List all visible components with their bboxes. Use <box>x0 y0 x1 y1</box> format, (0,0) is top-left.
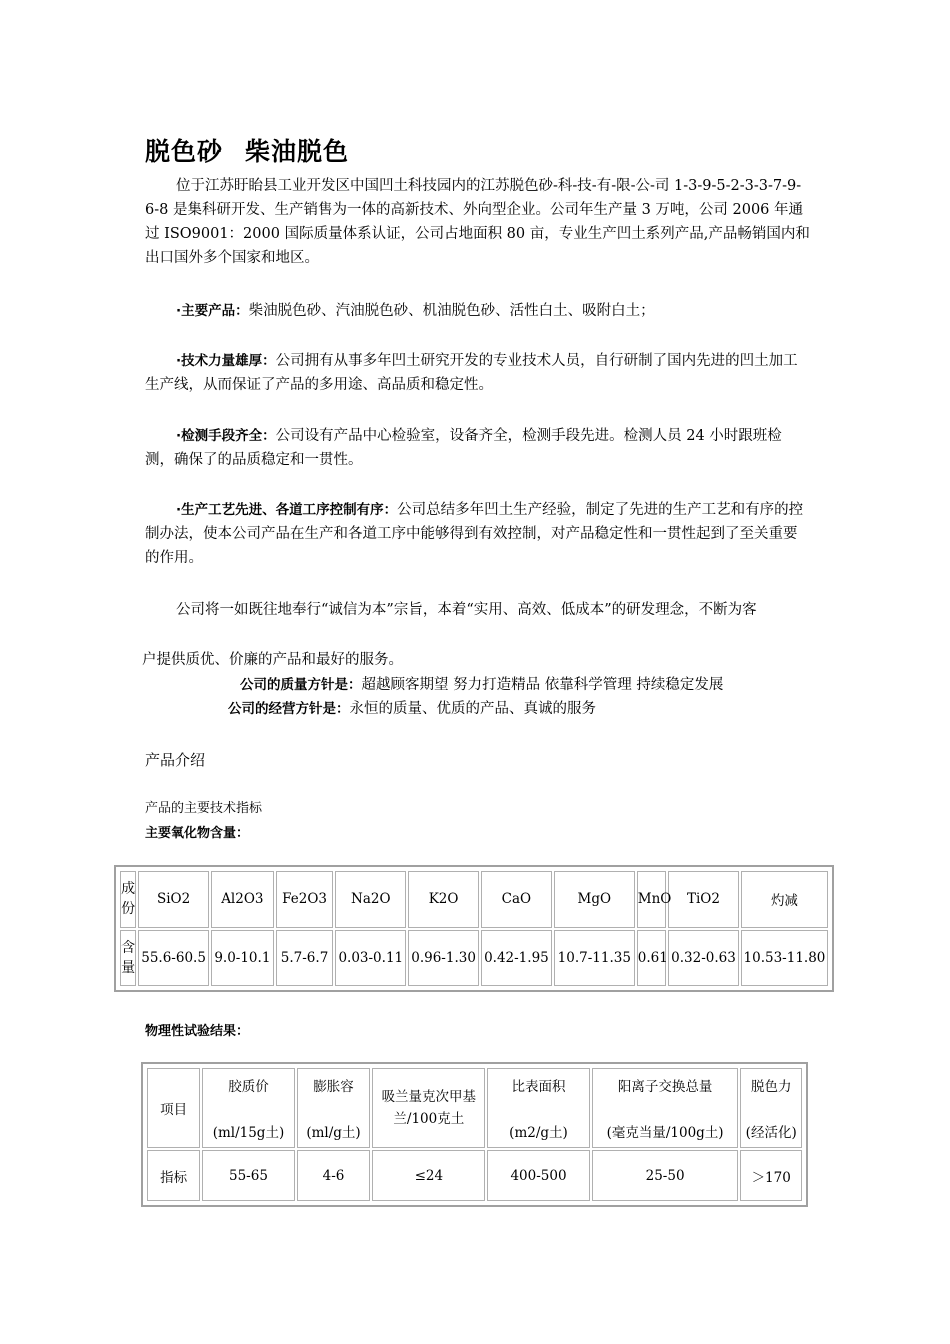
physical-test-table <box>141 1062 808 1207</box>
header-unit: (ml/g土) <box>306 1125 361 1141</box>
feature-testing <box>145 424 810 472</box>
table-header-cell: MnO <box>637 871 666 928</box>
table-cell: 25-50 <box>592 1150 739 1201</box>
header-name: 脱色力 <box>750 1079 792 1095</box>
table-cell: 4-6 <box>297 1150 371 1201</box>
feature-label: ·主要产品： <box>176 303 249 319</box>
table-cell: 400-500 <box>487 1150 590 1201</box>
table-cell: 0.96-1.30 <box>408 930 479 987</box>
table-cell: 0.61 <box>637 930 666 987</box>
row-label-index: 指标 <box>147 1150 200 1201</box>
table-header-cell: CaO <box>481 871 552 928</box>
table-cell: 9.0-10.1 <box>211 930 274 987</box>
table-cell: 10.7-11.35 <box>554 930 635 987</box>
table-header-cell: K2O <box>408 871 479 928</box>
row-label-item: 项目 <box>147 1068 200 1148</box>
table-header-cell <box>202 1068 294 1148</box>
table-header-cell: MgO <box>554 871 635 928</box>
quality-policy-label: 公司的质量方针是： <box>240 677 362 693</box>
table-cell: 0.03-0.11 <box>335 930 406 987</box>
physical-test-heading: 物理性试验结果： <box>145 1024 250 1039</box>
header-name: 比表面积 <box>511 1079 566 1095</box>
row-label-composition: 成份 <box>120 871 136 928</box>
feature-label: ·生产工艺先进、各道工序控制有序： <box>176 502 398 518</box>
table-header-cell <box>592 1068 739 1148</box>
table-row <box>147 1068 802 1148</box>
feature-technology <box>145 349 810 397</box>
oxide-content-heading: 主要氧化物含量： <box>145 826 250 841</box>
header-name: 阳离子交换总量 <box>617 1079 713 1095</box>
page-title <box>145 132 349 168</box>
feature-process <box>145 498 810 570</box>
table-header-cell <box>297 1068 371 1148</box>
quality-policy-text: 超越顾客期望 努力打造精品 依靠科学管理 持续稳定发展 <box>361 677 724 693</box>
tech-indicators-heading: 产品的主要技术指标 <box>145 801 263 816</box>
header-name: 吸兰量克次甲基兰/100克土 <box>381 1089 477 1127</box>
table-cell: 55-65 <box>202 1150 294 1201</box>
table-header-cell: Na2O <box>335 871 406 928</box>
table-header-cell <box>740 1068 802 1148</box>
table-cell: ＞170 <box>740 1150 802 1201</box>
business-policy-text: 永恒的质量、优质的产品、真诚的服务 <box>349 701 596 717</box>
table-row <box>147 1150 802 1201</box>
business-policy <box>228 698 596 720</box>
table-row <box>120 930 828 987</box>
table-cell: ≤24 <box>372 1150 485 1201</box>
header-unit: (经活化) <box>745 1125 797 1141</box>
header-unit: (m2/g土) <box>509 1125 568 1141</box>
table-header-cell: SiO2 <box>138 871 209 928</box>
header-unit: (毫克当量/100g土) <box>606 1125 724 1141</box>
row-label-content: 含量 <box>120 930 136 987</box>
header-unit: (ml/15g土) <box>212 1125 285 1141</box>
table-cell: 0.42-1.95 <box>481 930 552 987</box>
header-name: 胶质价 <box>228 1079 269 1095</box>
table-header-cell: 灼减 <box>741 871 828 928</box>
feature-text: 公司拥有从事多年凹土研究开发的专业技术人员，自行研制了国内先进的凹土加工生产线，从而保证了产品的多用途、高品质和稳定性。 <box>145 353 798 393</box>
intro-paragraph: 位于江苏盱眙县工业开发区中国凹土科技园内的江苏脱色砂-科-技-有-限-公-司 1-3-9-5-2-3-3-7-9-6-8 是集科研开发、生产销售为一体的高新技术、外向型企业。公司年生产量 3 万吨，公司 2006 年通过 ISO9001：2000 国际质量体系认证，公司占地面积 80 亩，专业生产凹土系列产品,产品畅销国内和出口国外多个国家和地区。 <box>145 178 810 266</box>
table-cell: 0.32-0.63 <box>668 930 739 987</box>
feature-main-products <box>145 299 810 323</box>
feature-label: ·检测手段齐全： <box>176 428 276 444</box>
title-part-2: 柴油脱色 <box>245 137 350 166</box>
feature-text: 公司设有产品中心检验室，设备齐全，检测手段先进。检测人员 24 小时跟班检测，确保了的品质稳定和一贯性。 <box>145 428 782 468</box>
table-header-cell: Fe2O3 <box>276 871 334 928</box>
feature-label: ·技术力量雄厚： <box>176 353 276 369</box>
table-header-cell: Al2O3 <box>211 871 274 928</box>
product-intro-heading: 产品介绍 <box>145 751 206 769</box>
table-cell: 5.7-6.7 <box>276 930 334 987</box>
business-policy-label: 公司的经营方针是： <box>228 701 350 717</box>
table-row <box>120 871 828 928</box>
table-cell: 55.6-60.5 <box>138 930 209 987</box>
commitment-line-1: 公司将一如既往地奉行“诚信为本”宗旨，本着“实用、高效、低成本”的研发理念，不断为客 <box>176 602 757 618</box>
feature-text: 柴油脱色砂、汽油脱色砂、机油脱色砂、活性白土、吸附白土； <box>248 303 655 319</box>
table-cell: 10.53-11.80 <box>741 930 828 987</box>
table-header-cell <box>487 1068 590 1148</box>
quality-policy <box>240 674 723 696</box>
feature-text: 公司总结多年凹土生产经验，制定了先进的生产工艺和有序的控制办法，使本公司产品在生产和各道工序中能够得到有效控制，对产品稳定性和一贯性起到了至关重要的作用。 <box>145 502 804 566</box>
table-header-cell: TiO2 <box>668 871 739 928</box>
commitment-line-2: 户提供质优、价廉的产品和最好的服务。 <box>142 652 403 668</box>
header-name: 膨胀容 <box>313 1079 354 1095</box>
title-part-1: 脱色砂 <box>145 137 224 166</box>
table-header-cell <box>372 1068 485 1148</box>
oxide-table <box>114 865 834 992</box>
